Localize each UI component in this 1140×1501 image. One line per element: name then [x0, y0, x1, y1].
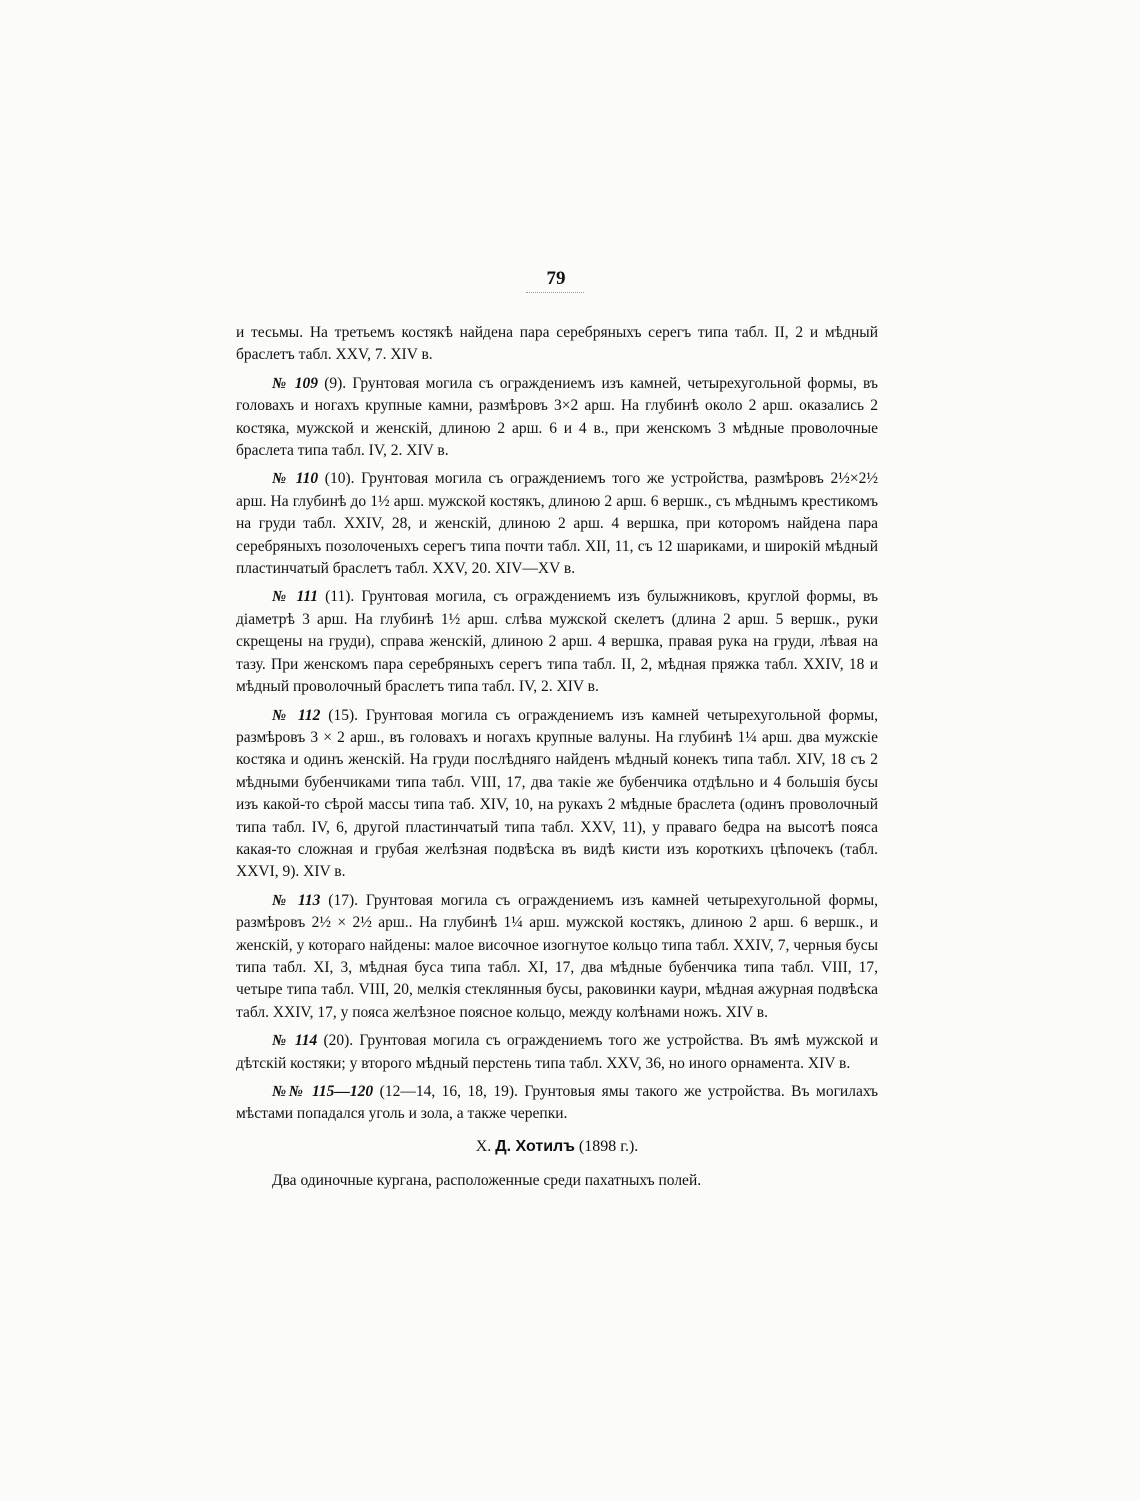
- page-number: 79: [546, 268, 566, 289]
- paragraph-graves-115-120: [236, 1081, 878, 1126]
- body-text: [236, 322, 878, 1199]
- section-heading-year: (1898 г.).: [574, 1137, 639, 1155]
- paragraph-text: и тесьмы. На третьемъ костякѣ найдена пара серебряныхъ серегъ типа табл. II, 2 и мѣдный браслетъ табл. XXV, 7. XIV в.: [236, 324, 878, 364]
- paragraph-continuation: [236, 322, 878, 367]
- grave-number: № 109: [272, 374, 318, 392]
- grave-number: № 110: [272, 470, 319, 488]
- paragraph-grave-111: [236, 586, 878, 698]
- grave-number: №№ 115—120: [272, 1083, 374, 1100]
- paragraph-text: (10). Грунтовая могила съ ограждениемъ того же устройства, размѣровъ 2½×2½ арш. На глубинѣ до 1½ арш. мужской костякъ, длиною 2 арш. 6 вершк., съ мѣднымъ крестикомъ на груди табл. XXIV, 28, и женскій, длиною 2 арш. 4 вершка, при которомъ найдена пара серебряныхъ позолоченыхъ серегъ типа почти табл. XII, 11, съ 12 шариками, и широкій мѣдный пластинчатый браслетъ табл. XXV, 20. XIV—XV в.: [236, 470, 878, 578]
- paragraph-grave-113: [236, 890, 878, 1024]
- grave-number: № 113: [272, 891, 321, 909]
- closing-paragraph: Два одиночные кургана, расположенные среди пахатныхъ полей.: [272, 1172, 702, 1190]
- section-heading-place: Д. Хотилъ: [495, 1137, 575, 1155]
- paragraph-grave-110: [236, 468, 878, 580]
- section-heading: [236, 1136, 878, 1158]
- paragraph-text: (11). Грунтовая могила, съ ограждениемъ изъ булыжниковъ, круглой формы, въ діаметрѣ 3 арш. На глубинѣ 1½ арш. слѣва мужской скелетъ (длина 2 арш. 5 вершк., руки скрещены на груди), справа женскій, длиною 2 арш. 4 вершка, правая рука на груди, лѣвая на тазу. При женскомъ пара серебряныхъ серегъ типа табл. II, 2, мѣдная пряжка табл. XXIV, 18 и мѣдный проволочный браслетъ типа табл. IV, 2. XIV в.: [236, 588, 878, 696]
- grave-number: № 112: [272, 706, 321, 724]
- paragraph-text: (20). Грунтовая могила съ ограждениемъ того же устройства. Въ ямѣ мужской и дѣтскій костяки; у второго мѣдный перстень типа табл. XXV, 36, но иного орнамента. XIV в.: [236, 1032, 879, 1072]
- paragraph-grave-112: [236, 705, 878, 884]
- paragraph-grave-114: [236, 1030, 878, 1075]
- paragraph-grave-109: [236, 373, 878, 463]
- paragraph-text: (9). Грунтовая могила съ ограждениемъ изъ камней, четырехугольной формы, въ головахъ и ногахъ крупные камни, размѣровъ 3×2 арш. На глубинѣ около 2 арш. оказались 2 костяка, мужской и женскій, длиною 2 арш. 6 и 4 в., при женскомъ 3 мѣдные проволочные браслета типа табл. IV, 2. XIV в.: [236, 374, 878, 460]
- paragraph-text: (15). Грунтовая могила съ ограждениемъ изъ камней четырехугольной формы, размѣровъ 3 × 2 арш., въ головахъ и ногахъ крупные валуны. На глубинѣ 1¼ арш. два мужскіе костяка и одинъ женскій. На груди послѣдняго найденъ мѣдный конекъ типа табл. XIV, 18 съ 2 мѣдными бубенчиками типа табл. VIII, 17, два такіе же бубенчика отдѣльно и 4 большія бусы изъ какой-то сѣрой массы типа таб. XIV, 10, на рукахъ 2 мѣдные браслета (одинъ проволочный типа табл. IV, 6, другой пластинчатый типа табл. XXV, 11), у праваго бедра на высотѣ пояса какая-то сложная и грубая желѣзная подвѣска въ видѣ кисти изъ короткихъ цѣпочекъ (табл. XXVI, 9). XIV в.: [236, 706, 879, 881]
- page-number-rule: [526, 292, 584, 293]
- grave-number: № 114: [272, 1032, 318, 1050]
- section-heading-prefix: X.: [475, 1137, 496, 1155]
- paragraph-text: (12—14, 16, 18, 19). Грунтовыя ямы такого же устройства. Въ могилахъ мѣстами попадался уголь и зола, а также черепки.: [236, 1083, 879, 1123]
- grave-number: № 111: [272, 588, 319, 606]
- paragraph-text: (17). Грунтовая могила съ ограждениемъ изъ камней четырехугольной формы, размѣровъ 2½ × 2½ арш.. На глубинѣ 1¼ арш. мужской костякъ, длиною 2 арш. 6 вершк., и женскій, у котораго найдены: малое височное изогнутое кольцо типа табл. XXIV, 7, черныя бусы типа табл. XI, 3, мѣдная буса типа табл. XI, 17, два мѣдные бубенчика типа табл. VIII, 17, четыре типа табл. VIII, 20, мелкія стеклянныя бусы, раковинки каури, мѣдная ажурная подвѣска табл. XXIV, 17, у пояса желѣзное поясное кольцо, между колѣнами ножъ. XIV в.: [236, 891, 879, 1021]
